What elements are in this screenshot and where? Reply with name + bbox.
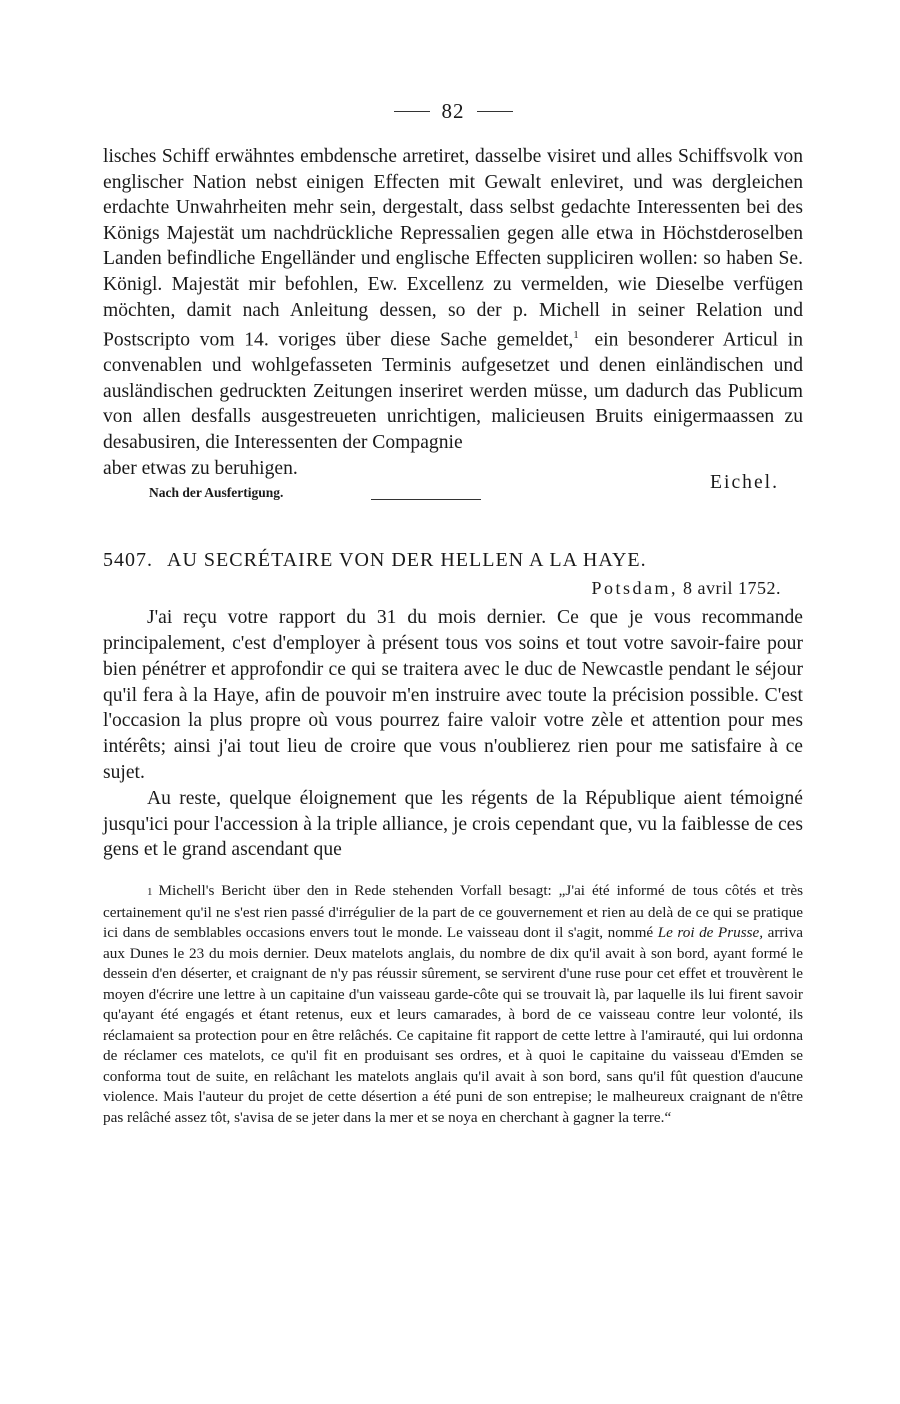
section-divider xyxy=(371,499,481,500)
letter-heading xyxy=(103,549,803,572)
footnote-text-a: Michell's Bericht über den in Rede stehenden Vorfall besagt: „J'ai été informé de tous côtés et très certainement qu'il ne s'est rien passé d'irrégulier de la part de ce gouvernement et rien au delà de ce qui se pratique ici dans de semblables occasions envers tout le monde. Le vaisseau dont il s'agit, nommé xyxy=(103,882,803,942)
letter-paragraph-2: Au reste, quelque éloignement que les régents de la République aient témoigné jusqu'ici pour l'accession à la triple alliance, je crois cependant que, vu la faiblesse de ces gens et le grand ascendant que xyxy=(103,787,803,861)
page-header xyxy=(103,96,803,126)
source-note: Nach der Ausfertigung. xyxy=(149,485,284,501)
letter-title: AU SECRÉTAIRE VON DER HELLEN A LA HAYE. xyxy=(167,549,647,572)
prose-text-continued: ein besonderer Articul in convenablen und wohlgefasseten Terminis aufgesetzet und denen einländischen und ausländischen gedruckten Zeitungen inseriret werden müsse, um dadurch das Publicum von allen desfalls ausgestreueten unrichtigen, malicieusen Bruits einigermaassen zu desabusiren, die Interessenten der Compagnie xyxy=(103,329,803,454)
signature: Eichel. xyxy=(710,471,779,493)
document-page xyxy=(103,96,803,1128)
continued-letter-text xyxy=(103,144,803,456)
header-rule-left xyxy=(394,111,430,112)
ship-name: Le roi de Prusse, xyxy=(657,924,764,942)
footnote xyxy=(103,881,803,1128)
letter-paragraph-1: J'ai reçu votre rapport du 31 du mois dernier. Ce que je vous recommande principalement, c'est d'employer à présent tous vos soins et tout votre savoir-faire pour bien pénétrer et approfondir ce qui se traitera avec le duc de Newcastle pendant le séjour qu'il fera à la Haye, afin de pouvoir m'en instruire avec toute la précision possible. C'est l'occasion la plus propre où vous pourrez faire valoir votre zèle et attention pour mes intérêts; ainsi j'ai tout lieu de croire que vous n'oublierez rien pour me satisfaire à ce sujet. xyxy=(103,607,803,784)
prose-last-line: aber etwas zu beruhigen. xyxy=(103,457,298,479)
prose-text: lisches Schiff erwähntes embdensche arretiret, dasselbe visiret und alles Schiffsvolk von englischer Nation nebst einigen Effecten mit Gewalt enleviret, und was dergleichen erdachte Unwahrheiten mehr sein, dergestalt, dass selbst gedachte Interessenten bei des Königs Majestät um nachdrückliche Repressalien gegen alle etwa in Höchstderoselben Landen befindliche Engelländer und englische Effecten suppliciren wollen: so haben Se. Königl. Majestät mir befohlen, Ew. Excellenz zu vermelden, wie Dieselbe verfügen möchten, damit nach Anleitung dessen, so der p. Michell in seiner Relation und Postscripto vom 14. voriges über diese Sache gemeldet, xyxy=(103,146,803,351)
footnote-reference: 1 xyxy=(573,329,579,342)
dateline-date: 8 avril 1752. xyxy=(683,578,781,599)
dateline xyxy=(103,578,803,599)
letter-number: 5407. xyxy=(103,549,153,572)
dateline-place: Potsdam, xyxy=(591,578,678,599)
footnote-text-b: arriva aux Dunes le 23 du mois dernier. Deux matelots anglais, du nombre de dix qu'il avait à son bord, ayant formé le dessein d'en déserter, et craignant de n'y pas réussir sûrement, se servirent d'une ruse pour cet effet et trouvèrent le moyen d'écrire une lettre à un capitaine d'un vaisseau garde-côte qui se trouvait là, par laquelle ils lui firent savoir qu'ayant été engagés et étant retenus, eux et leurs camarades, à bord de ce vaisseau contre leur volonté, ils réclamaient sa protection pour en être relâchés. Ce capitaine fit rapport de cette lettre à l'amirauté, qui lui ordonna de réclamer ces matelots, ce qu'il fit en produisant ses ordres, et à quoi le capitaine du vaisseau d'Emden se conforma tout de suite, en relâchant les matelots anglais qu'il avait à son bord, sans qu'il fût question d'aucune violence. Mais l'auteur du projet de cette désertion a été puni de son entrepise; le malheureux craignant de n'être pas relâché assez tôt, s'avisa de se jeter dans la mer et se noya en cherchant à gagner la terre.“ xyxy=(103,924,803,1126)
header-rule-right xyxy=(477,111,513,112)
page-number: 82 xyxy=(441,98,465,123)
footnote-number: 1 xyxy=(147,886,153,899)
source-row xyxy=(149,485,803,501)
